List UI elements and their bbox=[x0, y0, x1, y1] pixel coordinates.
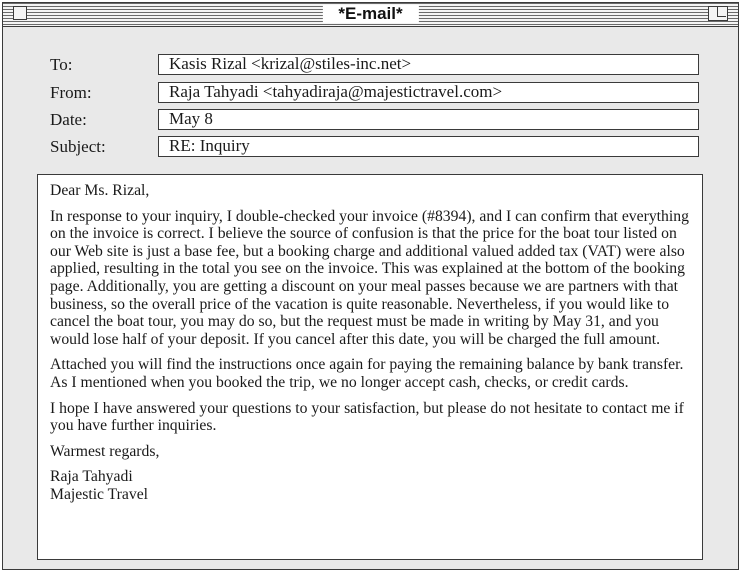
subject-field[interactable]: RE: Inquiry bbox=[158, 136, 699, 157]
date-row bbox=[3, 109, 738, 131]
date-field[interactable]: May 8 bbox=[158, 109, 699, 130]
message-body[interactable] bbox=[37, 174, 703, 560]
close-box-icon[interactable] bbox=[13, 6, 27, 20]
from-label: From: bbox=[50, 83, 92, 102]
subject-label: Subject: bbox=[50, 137, 106, 156]
from-row bbox=[3, 82, 738, 104]
to-label: To: bbox=[50, 55, 73, 74]
message-paragraph: In response to your inquiry, I double-checked your invoice (#8394), and I can confirm that everything on the invoice is correct. I believe the source of confusion is that the price for the boat tour listed on our Web site is just a base fee, but a booking charge and additional valued added tax (VAT) were also applied, resulting in the total you see on the invoice. This was explained at the bottom of the booking page. Additionally, you are getting a discount on your meal passes because we are partners with that business, so the overall price of the vacation is quite reasonable. Nevertheless, if you would like to cancel the boat tour, you may do so, but the request must be made in writing by May 31, and you would lose half of your deposit. If you cancel after this date, you will be charged the full amount. bbox=[50, 207, 689, 348]
signature-name: Raja Tahyadi bbox=[50, 468, 133, 486]
message-greeting: Dear Ms. Rizal, bbox=[50, 182, 150, 199]
message-paragraph: I hope I have answered your questions to your satisfaction, but please do not hesitate to contact me if you have further inquiries. bbox=[50, 399, 684, 435]
subject-row bbox=[3, 136, 738, 158]
window-title: *E-mail* bbox=[322, 5, 418, 23]
message-closing: Warmest regards, bbox=[50, 442, 160, 460]
title-bar[interactable] bbox=[3, 3, 738, 27]
to-row bbox=[3, 54, 738, 76]
zoom-box-icon[interactable] bbox=[708, 6, 728, 21]
signature-company: Majestic Travel bbox=[50, 485, 149, 503]
to-field[interactable]: Kasis Rizal <krizal@stiles-inc.net> bbox=[158, 54, 699, 75]
message-paragraph: Attached you will find the instructions once again for paying the remaining balance by bank transfer. As I mentioned when you booked the trip, we no longer accept cash, checks, or credit cards. bbox=[50, 356, 684, 391]
date-label: Date: bbox=[50, 110, 87, 129]
email-window bbox=[2, 2, 739, 570]
from-field[interactable]: Raja Tahyadi <tahyadiraja@majestictravel.com> bbox=[158, 82, 699, 103]
